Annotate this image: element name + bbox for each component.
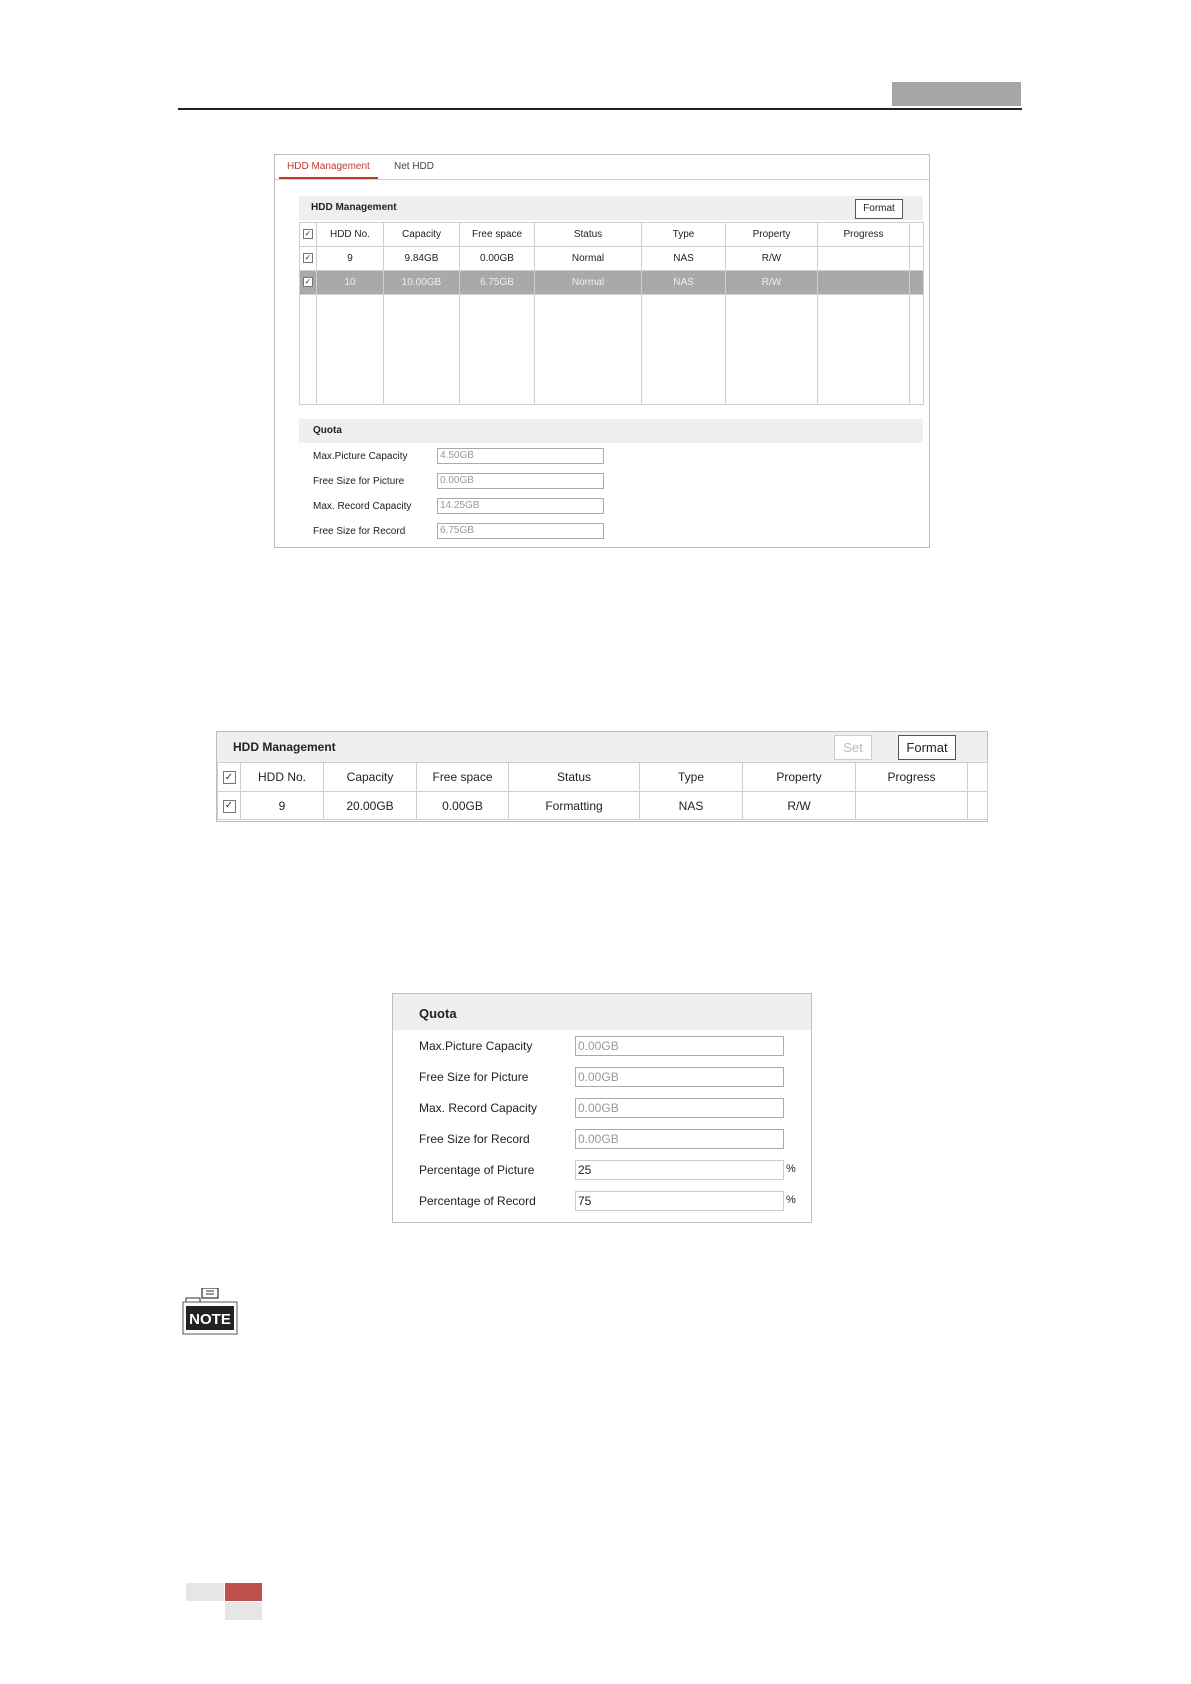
cell-hdd-no: 10 [317,271,384,295]
cell-type: NAS [640,792,743,820]
hdd-table [299,222,924,405]
column-header: Capacity [324,763,417,792]
note-icon [182,1288,238,1336]
hdd-table [217,762,988,820]
column-header: Type [642,223,726,247]
column-header: HDD No. [317,223,384,247]
tab-net-hdd[interactable]: Net HDD [394,161,435,172]
row-checkbox[interactable] [303,277,313,287]
section-title: HDD Management [311,202,397,213]
cell-type: NAS [642,271,726,295]
percentage-picture-input[interactable]: 25 [575,1160,784,1180]
format-button[interactable]: Format [855,199,903,219]
tab-hdd-management[interactable]: HDD Management [287,161,370,172]
table-row-selected[interactable] [300,271,924,295]
column-header: Free space [460,223,535,247]
cell-capacity: 10.00GB [384,271,460,295]
row-checkbox[interactable] [303,253,313,263]
table-empty-area [300,295,924,405]
note-label: NOTE [189,1311,231,1328]
column-header: Type [640,763,743,792]
column-header: Status [535,223,642,247]
quota-label: Max. Record Capacity [419,1101,538,1115]
cell-capacity: 20.00GB [324,792,417,820]
cell-free-space: 0.00GB [417,792,509,820]
quota-panel [392,993,812,1223]
quota-title: Quota [313,425,342,436]
cell-progress [818,247,910,271]
cell-property: R/W [743,792,856,820]
quota-label: Max.Picture Capacity [313,451,408,462]
page-tab-grey [225,1602,262,1620]
max-picture-capacity-field: 4.50GB [437,448,604,464]
quota-label: Free Size for Picture [419,1070,529,1084]
select-all-checkbox[interactable] [303,229,313,239]
cell-status: Formatting [509,792,640,820]
tab-bar [275,155,929,180]
cell-status: Normal [535,271,642,295]
cell-type: NAS [642,247,726,271]
max-picture-capacity-field: 0.00GB [575,1036,784,1056]
quota-label: Free Size for Picture [313,476,405,487]
section-title: HDD Management [233,740,336,754]
header-bar [892,82,1021,106]
max-record-capacity-field: 0.00GB [575,1098,784,1118]
cell-progress [856,792,968,820]
column-header: Property [743,763,856,792]
select-all-checkbox[interactable] [223,771,236,784]
set-button[interactable]: Set [834,735,872,760]
cell-hdd-no: 9 [317,247,384,271]
free-size-picture-field: 0.00GB [575,1067,784,1087]
column-header: Progress [818,223,910,247]
page-tab-red [225,1583,262,1601]
column-header: Status [509,763,640,792]
column-header: Progress [856,763,968,792]
column-header: Property [726,223,818,247]
cell-hdd-no: 9 [241,792,324,820]
row-checkbox[interactable] [223,800,236,813]
cell-free-space: 6.75GB [460,271,535,295]
cell-capacity: 9.84GB [384,247,460,271]
free-size-record-field: 6.75GB [437,523,604,539]
free-size-picture-field: 0.00GB [437,473,604,489]
column-header: HDD No. [241,763,324,792]
table-row[interactable] [300,247,924,271]
format-button[interactable]: Format [898,735,956,760]
cell-property: R/W [726,247,818,271]
quota-section-header [299,419,923,443]
cell-property: R/W [726,271,818,295]
select-all-cell[interactable] [218,763,241,792]
cell-progress [818,271,910,295]
percent-unit: % [786,1194,796,1206]
quota-label: Max. Record Capacity [313,501,412,512]
table-header-row [218,763,988,792]
page-tab-grey [186,1583,224,1601]
cell-free-space: 0.00GB [460,247,535,271]
quota-label: Percentage of Picture [419,1163,535,1177]
table-header-row [300,223,924,247]
percent-unit: % [786,1163,796,1175]
quota-label: Free Size for Record [419,1132,530,1146]
column-header: Free space [417,763,509,792]
header-rule [178,108,1022,110]
quota-label: Free Size for Record [313,526,406,537]
quota-label: Percentage of Record [419,1194,536,1208]
percentage-record-input[interactable]: 75 [575,1191,784,1211]
free-size-record-field: 0.00GB [575,1129,784,1149]
quota-title: Quota [419,1006,457,1021]
max-record-capacity-field: 14.25GB [437,498,604,514]
hdd-management-panel [274,154,930,548]
quota-label: Max.Picture Capacity [419,1039,533,1053]
column-header: Capacity [384,223,460,247]
hdd-formatting-panel [216,731,988,822]
select-all-cell[interactable] [300,223,317,247]
quota-section-header [393,994,811,1030]
hdd-section-header [299,196,923,220]
cell-status: Normal [535,247,642,271]
table-row[interactable] [218,792,988,820]
